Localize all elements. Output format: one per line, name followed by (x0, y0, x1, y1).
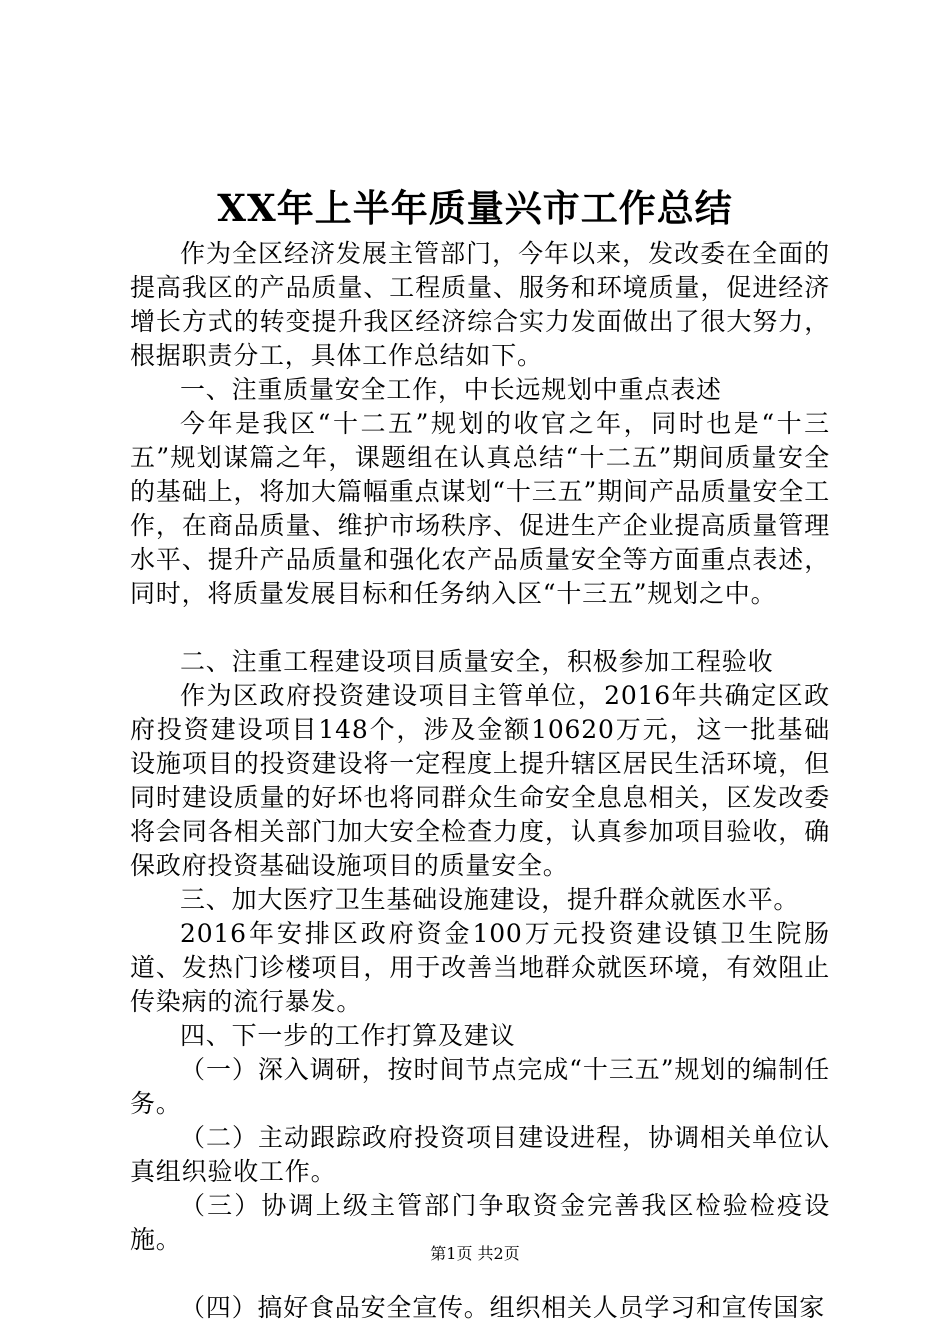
document-title: XX年上半年质量兴市工作总结 (217, 186, 733, 230)
heading-section-3: 三、加大医疗卫生基础设施建设，提升群众就医水平。 (180, 885, 800, 914)
paragraph-intro: 作为全区经济发展主管部门，今年以来，发改委在全面的提高我区的产品质量、工程质量、服务和环境质量，促进经济增长方式的转变提升我区经济综合实力发面做出了很大努力，根据职责分工，具体工作总结如下。 (130, 239, 830, 370)
heading-section-1: 一、注重质量安全工作，中长远规划中重点表述 (180, 375, 722, 404)
paragraph-spacer (130, 611, 830, 645)
heading-section-2: 二、注重工程建设项目质量安全，积极参加工程验收 (180, 647, 774, 676)
paragraph-section-2: 作为区政府投资建设项目主管单位，2016年共确定区政府投资建设项目148个，涉及金额10620万元，这一批基础设施项目的投资建设将一定程度上提升辖区居民生活环境，但同时建设质量的好坏也将同群众生命安全息息相关，区发改委将会同各相关部门加大安全检查力度，认真参加项目验收，确保政府投资基础设施项目的质量安全。 (130, 681, 830, 880)
list-item-3: （三）协调上级主管部门争取资金完善我区检验检疫设施。 (130, 1191, 830, 1254)
list-item-4: （四）搞好食品安全宣传。组织相关人员学习和宣传国家 (180, 1293, 826, 1322)
paragraph-section-3: 2016年安排区政府资金100万元投资建设镇卫生院肠道、发热门诊楼项目，用于改善当地群众就医环境，有效阻止传染病的流行暴发。 (130, 919, 830, 1016)
document-body (130, 237, 830, 1325)
paragraph-section-1: 今年是我区“十二五”规划的收官之年，同时也是“十三五”规划谋篇之年，课题组在认真总结“十二五”期间质量安全的基础上，将加大篇幅重点谋划“十三五”期间产品质量安全工作，在商品质量、维护市场秩序、促进生产企业提高质量管理水平、提升产品质量和强化农产品质量安全等方面重点表述，同时，将质量发展目标和任务纳入区“十三五”规划之中。 (130, 409, 830, 608)
page-footer: 第1页 共2页 (430, 1244, 520, 1263)
list-item-1: （一）深入调研，按时间节点完成“十三五”规划的编制任务。 (130, 1055, 830, 1118)
heading-section-4: 四、下一步的工作打算及建议 (180, 1021, 516, 1050)
list-item-2: （二）主动跟踪政府投资项目建设进程，协调相关单位认真组织验收工作。 (130, 1123, 830, 1186)
